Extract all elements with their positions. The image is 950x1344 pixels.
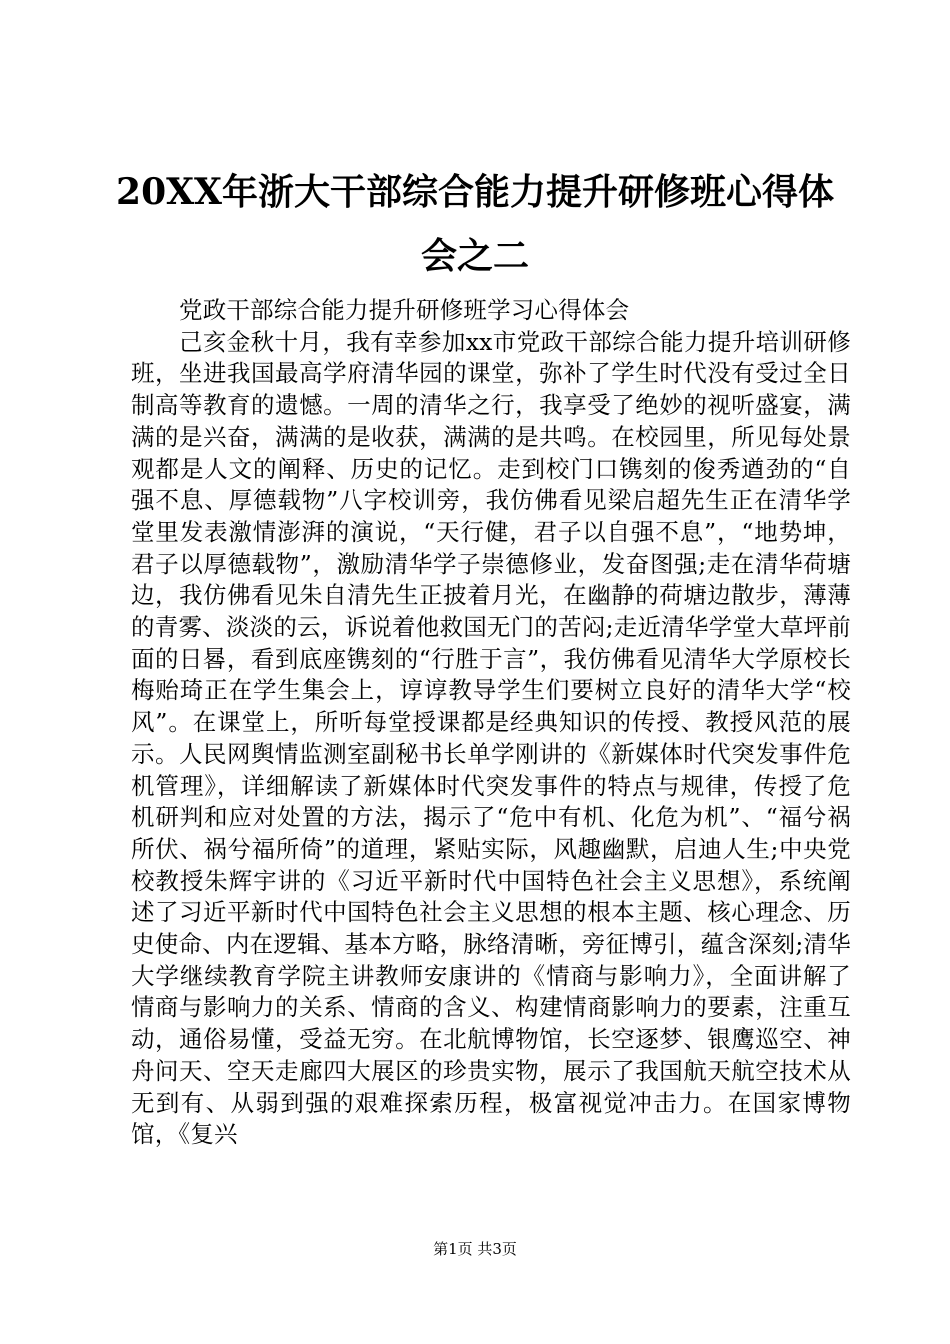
page-footer: 第1页 共3页: [433, 1240, 517, 1258]
document-title: 20XX年浙大干部综合能力提升研修班心得体会之二: [116, 171, 834, 277]
body-paragraph: 己亥金秋十月，我有幸参加xx市党政干部综合能力提升培训研修班，坐进我国最高学府清华园的课堂，弥补了学生时代没有受过全日制高等教育的遗憾。一周的清华之行，我享受了绝妙的视听盛宴，满满的是兴奋，满满的是收获，满满的是共鸣。在校园里，所见每处景观都是人文的阐释、历史的记忆。走到校门口镌刻的俊秀遒劲的“自强不息、厚德载物”八字校训旁，我仿佛看见梁启超先生正在清华学堂里发表激情澎湃的演说，“天行健，君子以自强不息”，“地势坤，君子以厚德载物”，激励清华学子崇德修业，发奋图强;走在清华荷塘边，我仿佛看见朱自清先生正披着月光，在幽静的荷塘边散步，薄薄的青雾、淡淡的云，诉说着他救国无门的苦闷;走近清华学堂大草坪前面的日晷，看到底座镌刻的“行胜于言”，我仿佛看见清华大学原校长梅贻琦正在学生集会上，谆谆教导学生们要树立良好的清华大学“校风”。在课堂上，所听每堂授课都是经典知识的传授、教授风范的展示。人民网舆情监测室副秘书长单学刚讲的《新媒体时代突发事件危机管理》，详细解读了新媒体时代突发事件的特点与规律，传授了危机研判和应对处置的方法，揭示了“危中有机、化危为机”、“福兮祸所伏、祸兮福所倚”的道理，紧贴实际，风趣幽默，启迪人生;中央党校教授朱辉宇讲的《习近平新时代中国特色社会主义思想》，系统阐述了习近平新时代中国特色社会主义思想的根本主题、核心理念、历史使命、内在逻辑、基本方略，脉络清晰，旁征博引，蕴含深刻;清华大学继续教育学院主讲教师安康讲的《情商与影响力》，全面讲解了情商与影响力的关系、情商的含义、构建情商影响力的要素，注重互动，通俗易懂，受益无穷。在北航博物馆，长空逐梦、银鹰巡空、神舟问天、空天走廊四大展区的珍贵实物，展示了我国航天航空技术从无到有、从弱到强的艰难探索历程，极富视觉冲击力。在国家博物馆，《复兴: [131, 327, 851, 1149]
document-subtitle: 党政干部综合能力提升研修班学习心得体会: [179, 296, 630, 324]
document-body: [131, 295, 851, 1151]
